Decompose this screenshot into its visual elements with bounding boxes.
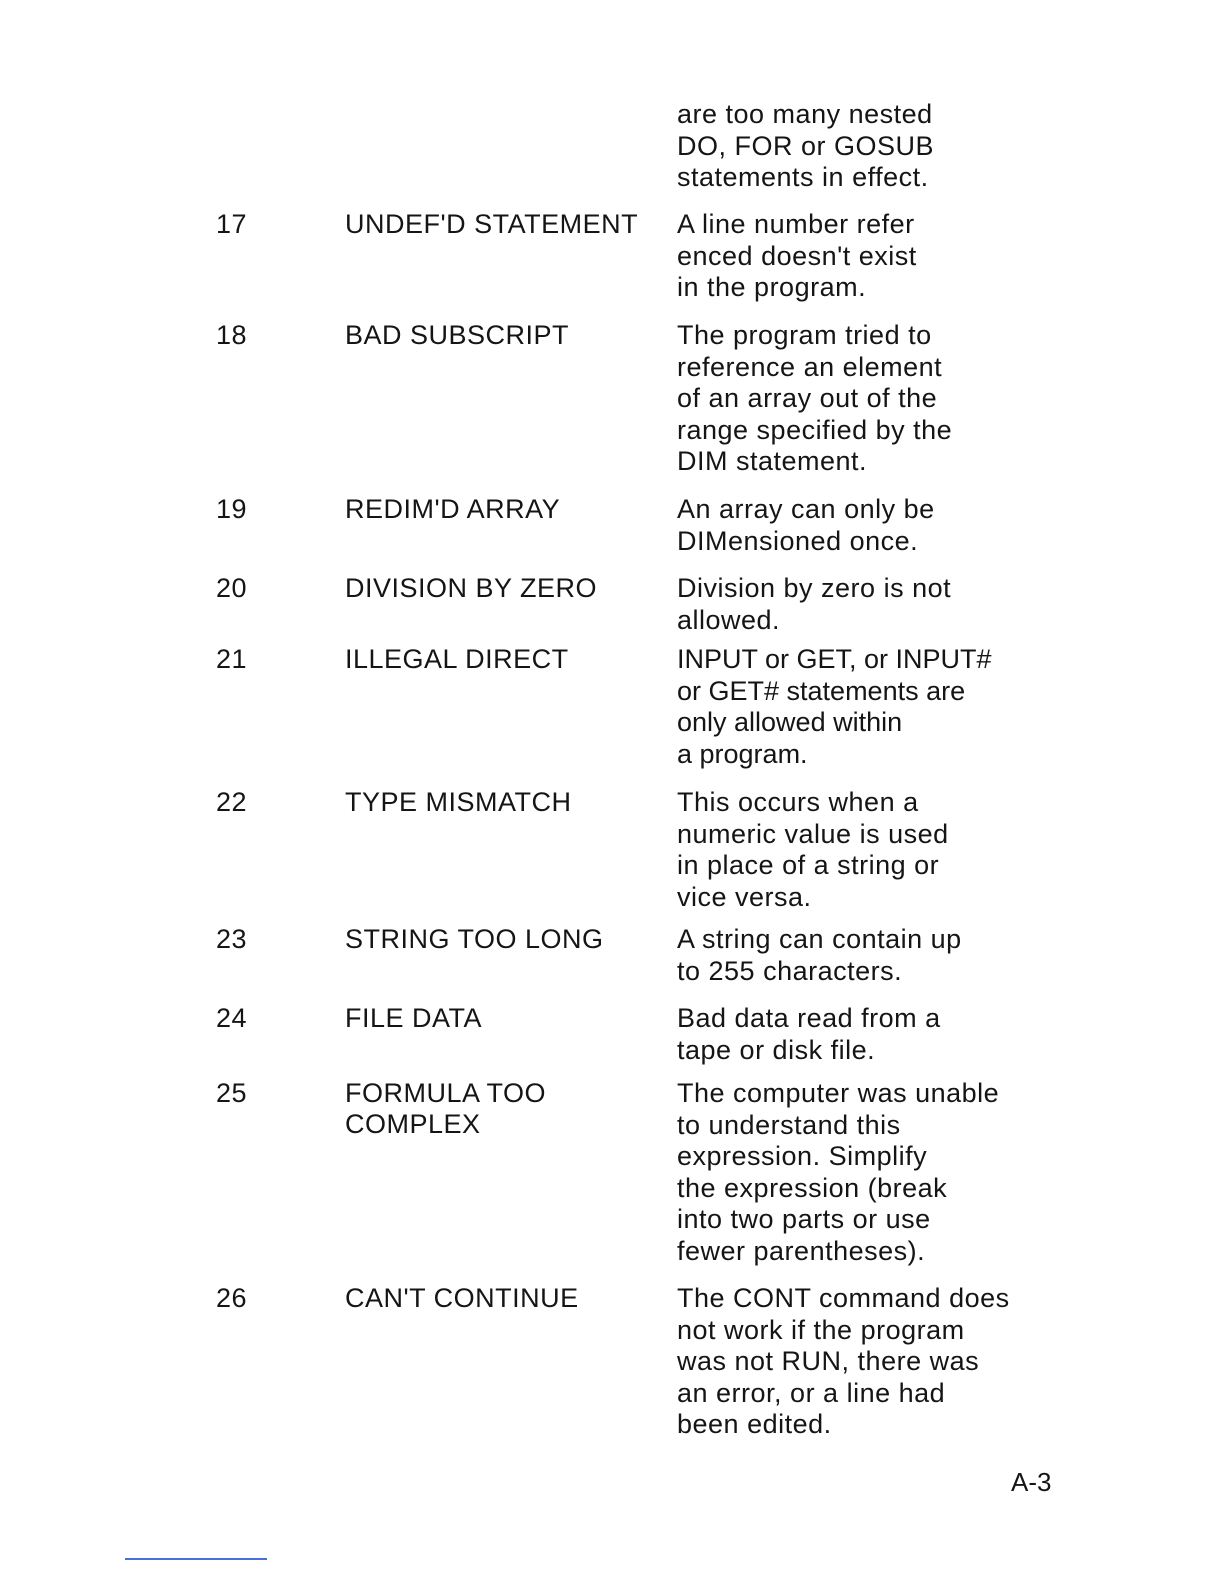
error-description [677,644,1097,770]
description-line: or GET# statements are [677,675,966,706]
description-line: only allowed within [677,707,903,737]
error-description [677,1283,1097,1441]
error-description [677,320,1097,478]
description-line: range specified by the [677,414,953,445]
description-line: tape or disk file. [677,1034,876,1065]
error-description [677,924,1097,987]
description-line: enced doesn't exist [677,240,917,271]
error-name: COMPLEX [345,1109,481,1139]
error-number: 25 [216,1078,248,1108]
description-line: was not RUN, there was [677,1346,980,1376]
description-line: an error, or a line had [677,1377,946,1408]
error-description [677,573,1097,636]
error-name: FORMULA TOO [345,1078,547,1108]
description-line: Bad data read from a [677,1003,941,1033]
error-number: 24 [216,1003,248,1033]
description-line: An array can only be [677,494,935,524]
error-name: BAD SUBSCRIPT [345,320,570,350]
description-line: vice versa. [677,881,812,912]
description-line: numeric value is used [677,818,949,849]
error-number: 26 [216,1283,248,1313]
description-line: The CONT command does [677,1283,1010,1313]
description-line: in place of a string or [677,850,940,880]
description-line: reference an element [677,351,943,382]
error-description [677,494,1097,557]
description-line: statements in effect. [677,162,929,192]
error-name: UNDEF'D STATEMENT [345,209,639,239]
error-description [677,209,1097,304]
description-line: are too many nested [677,99,933,129]
error-name: ILLEGAL DIRECT [345,644,569,674]
description-line: been edited. [677,1409,832,1439]
description-line: allowed. [677,604,781,635]
error-number: 19 [216,494,248,524]
error-name: DIVISION BY ZERO [345,573,598,603]
description-line: A string can contain up [677,924,962,954]
error-number: 18 [216,320,248,350]
description-line: This occurs when a [677,787,919,817]
page-number: A-3 [1011,1467,1052,1497]
error-description [677,1078,1097,1267]
error-number: 23 [216,924,248,954]
description-line: DO, FOR or GOSUB [677,130,935,161]
error-number: 20 [216,573,248,603]
continued-description [677,99,1097,194]
error-name: REDIM'D ARRAY [345,494,561,524]
error-number: 17 [216,209,248,239]
description-line: fewer parentheses). [677,1235,926,1266]
description-line: not work if the program [677,1314,965,1345]
description-line: A line number refer [677,209,915,239]
error-name: TYPE MISMATCH [345,787,572,817]
description-line: DIMensioned once. [677,525,919,556]
error-name: STRING TOO LONG [345,924,604,954]
description-line: The computer was unable [677,1078,1000,1108]
description-line: in the program. [677,272,867,302]
description-line: the expression (break [677,1172,948,1203]
error-number: 21 [216,644,248,674]
description-line: to understand this [677,1109,901,1140]
error-name: CAN'T CONTINUE [345,1283,579,1313]
description-line: DIM statement. [677,446,868,476]
description-line: a program. [677,738,808,769]
error-number: 22 [216,787,248,817]
error-description [677,1003,1097,1066]
error-name: FILE DATA [345,1003,483,1033]
description-line: The program tried to [677,320,932,350]
description-line: Division by zero is not [677,573,952,603]
footer-rule [125,1558,267,1560]
description-line: INPUT or GET, or INPUT# [677,644,992,674]
description-line: of an array out of the [677,383,938,413]
error-description [677,787,1097,913]
description-line: expression. Simplify [677,1141,928,1171]
description-line: to 255 characters. [677,955,903,986]
description-line: into two parts or use [677,1204,931,1234]
